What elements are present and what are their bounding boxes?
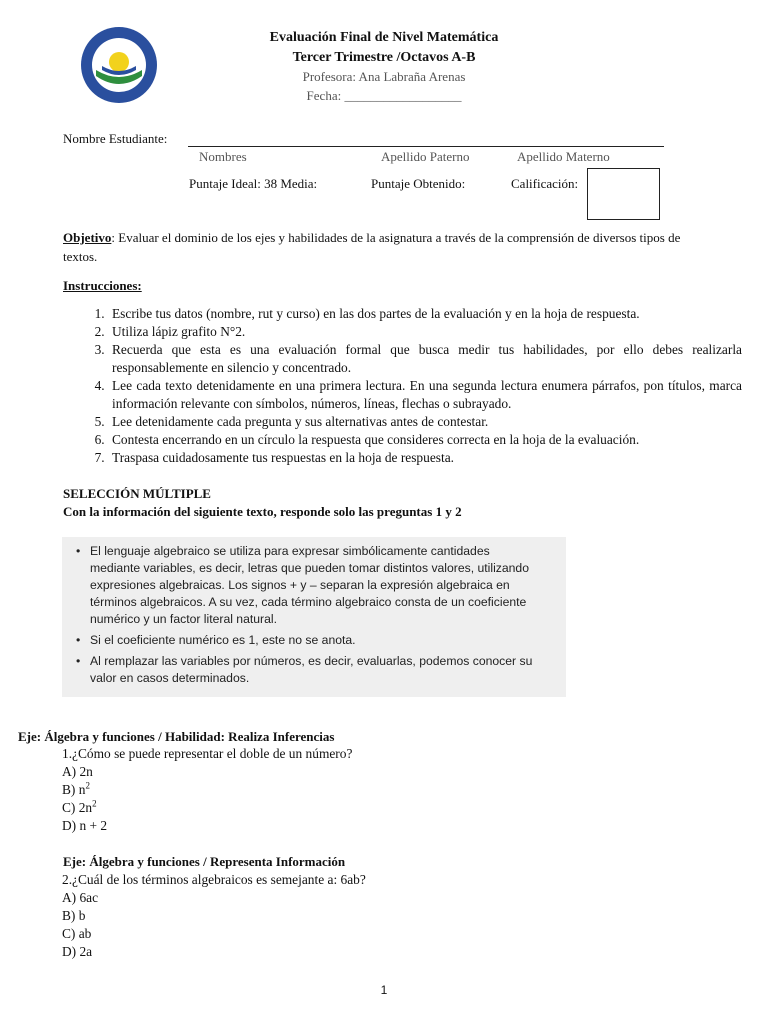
- q2-option-c[interactable]: C) ab: [62, 926, 92, 941]
- instruction-item: 7. Traspasa cuidadosamente tus respuestas en la hoja de respuesta.: [108, 449, 742, 467]
- q2-option-a[interactable]: A) 6ac: [62, 890, 99, 905]
- student-name-label: Nombre Estudiante:: [63, 131, 168, 146]
- instruction-item: 4. Lee cada texto detenidamente en una primera lectura. En una segunda lectura enumera párrafos, pon títulos, marca información relevante con símbolos, números, líneas, flechas o subrayado.: [108, 377, 742, 413]
- teacher-name: Profesora: Ana Labraña Arenas: [302, 69, 466, 84]
- q1-option-d[interactable]: D) n + 2: [62, 818, 108, 833]
- exam-subtitle: Tercer Trimestre /Octavos A-B: [292, 50, 476, 65]
- instruction-item: 3. Recuerda que esta es una evaluación formal que busca medir tus habilidades, por ello debes realizarla responsablemente en silencio y concentrado.: [108, 341, 742, 377]
- instruction-item: 2. Utiliza lápiz grafito N°2.: [108, 323, 742, 341]
- q1-option-a[interactable]: A) 2n: [62, 764, 93, 779]
- q1-text: 1.¿Cómo se puede representar el doble de un número?: [62, 746, 353, 761]
- student-name-line[interactable]: [188, 146, 664, 147]
- instruction-item: 1. Escribe tus datos (nombre, rut y curso) en las dos partes de la evaluación y en la hoja de respuesta.: [108, 305, 742, 323]
- exam-title: Evaluación Final de Nivel Matemática: [269, 30, 499, 45]
- date-field: Fecha: __________________: [306, 88, 462, 103]
- objective-text: : Evaluar el dominio de los ejes y habilidades de la asignatura a través de la comprensión de diversos tipos de textos.: [63, 230, 681, 264]
- section-subtitle: Con la información del siguiente texto, responde solo las preguntas 1 y 2: [63, 504, 462, 519]
- objective-label: Objetivo: [63, 230, 112, 245]
- text-bullet: • El lenguaje algebraico se utiliza para expresar simbólicamente cantidades mediante variables, es decir, letras que pueden tomar distintos valores, utilizando expresiones algebraicas. Los signos + y – separan la expresión algebraica en términos algebraicos. A su vez, cada término algebraico consta de un coeficiente numérico y un factor literal natural.: [76, 544, 529, 626]
- text-bullet: • Si el coeficiente numérico es 1, este no se anota.: [76, 633, 356, 647]
- instructions-list: [82, 305, 742, 467]
- grade-box[interactable]: [587, 168, 660, 220]
- objective: [63, 228, 703, 266]
- q1-option-b[interactable]: B) $n^2$: [62, 780, 90, 797]
- obtained-score-label: Puntaje Obtenido:: [371, 176, 466, 191]
- q2-text: 2.¿Cuál de los términos algebraicos es semejante a: 6ab?: [62, 872, 366, 887]
- section-title: SELECCIÓN MÚLTIPLE: [63, 486, 211, 501]
- q1-axis: Eje: Álgebra y funciones / Habilidad: Realiza Inferencias: [18, 729, 335, 744]
- q2-axis: Eje: Álgebra y funciones / Representa Información: [63, 854, 346, 869]
- instructions-title: Instrucciones:: [63, 278, 142, 293]
- ideal-score: Puntaje Ideal: 38 Media:: [189, 176, 318, 191]
- instruction-item: 6. Contesta encerrando en un círculo la respuesta que consideres correcta en la hoja de la evaluación.: [108, 431, 742, 449]
- maternal-caption: Apellido Materno: [517, 149, 610, 164]
- page-number: 1: [380, 983, 388, 997]
- q1-option-c[interactable]: C) $2n^2$: [62, 798, 97, 815]
- text-bullet: • Al remplazar las variables por números, es decir, evaluarlas, podemos conocer su valor en casos determinados.: [76, 654, 533, 685]
- grade-label: Calificación:: [511, 176, 579, 191]
- question-1: [62, 745, 352, 835]
- q2-option-b[interactable]: B) b: [62, 908, 86, 923]
- q2-option-d[interactable]: D) 2a: [62, 944, 93, 959]
- question-2: [62, 871, 366, 961]
- instruction-item: 5. Lee detenidamente cada pregunta y sus alternativas antes de contestar.: [108, 413, 742, 431]
- paternal-caption: Apellido Paterno: [381, 149, 470, 164]
- names-caption: Nombres: [199, 149, 247, 164]
- reading-text-box: [62, 537, 566, 697]
